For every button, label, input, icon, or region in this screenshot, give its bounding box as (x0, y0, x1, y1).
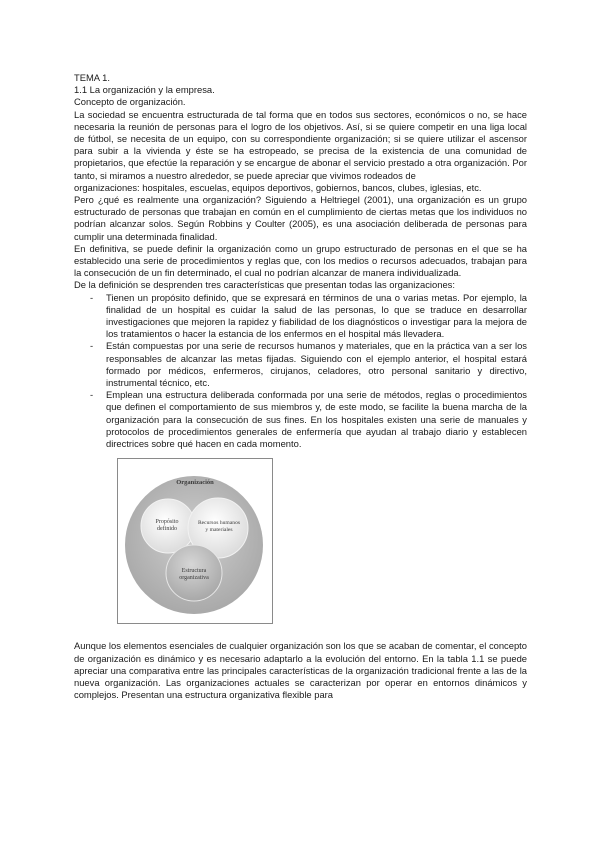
paragraph-intro: La sociedad se encuentra estructurada de tal forma que en todos sus sectores, económicos o no, se hace necesaria la reunión de personas para el logro de los objetivos. Así, si se quiere competir en una liga local de fútbol, se necesita de un equipo, con su correspondiente organización; si se quiere utilizar el ascensor para subir a la vivienda y éste se ha estropeado, se precisa de la existencia de una comunidad de propietarios, que efectúe la reparación y se encargue de abonar el servicio prestado a otra organización. Por tanto, si miramos a nuestro alrededor, se puede apreciar que vivimos rodeados de (74, 108, 527, 181)
figure-container (74, 458, 527, 634)
circle-resources-label-2: y materiales (205, 527, 233, 534)
list-item-text: Están compuestas por una serie de recursos humanos y materiales, que en la práctica van a ser los responsables de alcanzar las metas fijadas. Siguiendo con el ejemplo anterior, el hospital estará formado por médicos, enfermeros, cirujanos, celadores, otro personal sanitario y directivo, instrumental técnico, etc. (106, 340, 527, 389)
list-item (74, 389, 527, 450)
section-subtitle: 1.1 La organización y la empresa. (74, 84, 215, 96)
list-item (74, 340, 527, 389)
paragraph-characteristics: De la definición se desprenden tres características que presentan todas las organizaciones: (74, 279, 455, 291)
document-body (74, 72, 527, 701)
diagram-title: Organización (176, 479, 214, 487)
paragraph-closing: Aunque los elementos esenciales de cualquier organización son los que se acaban de comentar, el concepto de organización es dinámico y es necesario adaptarlo a la evolución del entorno. En la tabla 1.1 se puede apreciar una comparativa entre las principales características de la organización tradicional frente a las de la nueva organización. Las organizaciones actuales se caracterizan por operar en entornos dinámicos y complejos. Presentan una estructura organizativa flexible para (74, 640, 527, 701)
bullet-dash: - (90, 389, 94, 401)
chapter-title: TEMA 1. (74, 72, 110, 83)
characteristics-list (74, 292, 527, 451)
circle-purpose-label-2: definido (157, 526, 177, 533)
organization-diagram (117, 458, 273, 624)
paragraph-intro-continued: organizaciones: hospitales, escuelas, equipos deportivos, gobiernos, bancos, clubes, iglesias, etc. (74, 181, 482, 193)
circle-structure-label-1: Estructura (181, 568, 207, 575)
bullet-dash: - (90, 340, 94, 352)
section-heading: Concepto de organización. (74, 96, 186, 108)
circle-structure-label-2: organizativa (179, 575, 209, 582)
circle-resources-label-1: Recursos humanos (197, 520, 241, 527)
organization-diagram-svg (118, 459, 272, 623)
paragraph-definitions: Pero ¿qué es realmente una organización? Siguiendo a Heltriegel (2001), una organización es un grupo estructurado de personas que trabajan en común en el cumplimiento de ciertas metas que los individuos no podrían alcanzar solos. Según Robbins y Coulter (2005), es una asociación deliberada de personas para cumplir una determinada finalidad. (74, 194, 527, 242)
list-item (74, 292, 527, 341)
paragraph-summary: En definitiva, se puede definir la organización como un grupo estructurado de personas en el que se ha establecido una serie de procedimientos y reglas que, con los medios o recursos adecuados, trabajan para la consecución de un fin determinado, el cual no podrían alcanzar de manera individualizada. (74, 242, 527, 279)
list-item-text: Emplean una estructura deliberada conformada por una serie de métodos, reglas o procedimientos que definen el comportamiento de sus miembros y, de este modo, se facilite la buena marcha de la organización para la consecución de sus fines. En los hospitales existen una serie de manuales y protocolos de procedimientos generales de enfermería que ayudan al trabajo diario y establecen directrices sobre qué hacen en cada momento. (106, 389, 527, 450)
bullet-dash: - (90, 291, 94, 303)
list-item-text: Tienen un propósito definido, que se expresará en términos de una o varias metas. Por ejemplo, la finalidad de un hospital es cuidar la salud de las personas, lo que se traduce en desarrollar investigaciones que mejoren la rapidez y fiabilidad de los diagnósticos o investigar para la mejora de los tratamientos o hacer la estancia de los enfermos en el hospital más llevadera. (106, 291, 527, 340)
circle-purpose-label-1: Propósito (155, 519, 179, 526)
